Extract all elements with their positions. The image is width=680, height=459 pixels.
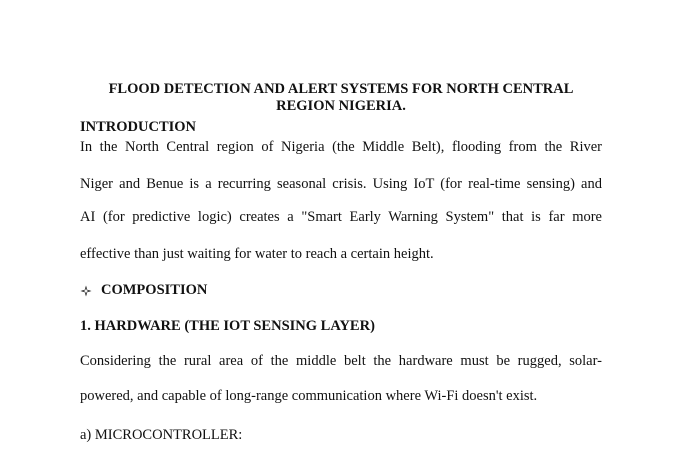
intro-paragraph-line: effective than just waiting for water to reach a certain height. [80, 246, 434, 262]
hardware-paragraph-line: powered, and capable of long-range communication where Wi-Fi doesn't exist. [80, 388, 538, 404]
document-title-line-2: REGION NIGERIA. [276, 98, 406, 114]
hardware-paragraph-line: Considering the rural area of the middle belt the hardware must be rugged, solar- [80, 353, 602, 369]
hardware-heading: 1. HARDWARE (THE IOT SENSING LAYER) [80, 318, 375, 334]
intro-paragraph-line: Niger and Benue is a recurring seasonal crisis. Using IoT (for real-time sensing) and [80, 176, 602, 192]
intro-paragraph-line: AI (for predictive logic) creates a "Smart Early Warning System" that is far more [80, 209, 602, 225]
composition-heading: COMPOSITION [101, 282, 208, 298]
composition-bullet-item [80, 282, 207, 299]
introduction-heading: INTRODUCTION [80, 119, 197, 135]
intro-paragraph-line: In the North Central region of Nigeria (the Middle Belt), flooding from the River [80, 139, 602, 155]
document-title-line-1: FLOOD DETECTION AND ALERT SYSTEMS FOR NORTH CENTRAL [108, 81, 574, 97]
microcontroller-list-item: a) MICROCONTROLLER: [80, 427, 243, 443]
diamond-bullet-icon [80, 285, 92, 297]
